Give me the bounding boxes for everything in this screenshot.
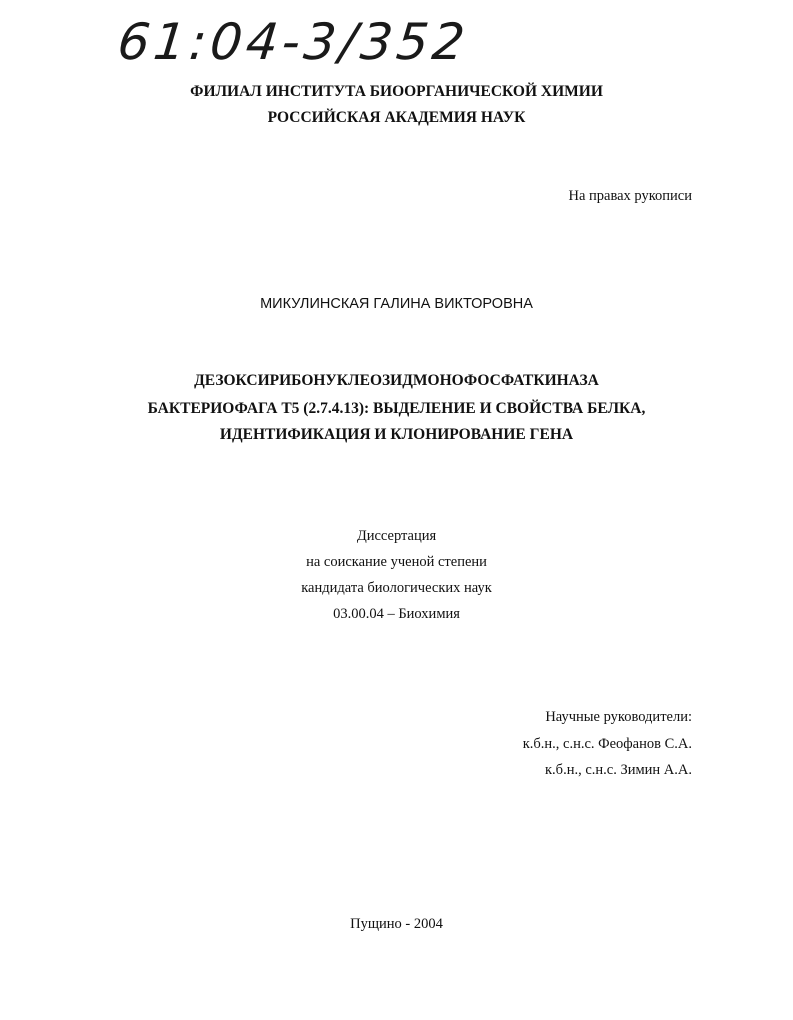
thesis-title-line-3: ИДЕНТИФИКАЦИЯ И КЛОНИРОВАНИЕ ГЕНА (219, 426, 574, 443)
thesis-title-line-1: ДЕЗОКСИРИБОНУКЛЕОЗИДМОНОФОСФАТКИНАЗА (194, 372, 599, 389)
organization-line-2: РОССИЙСКАЯ АКАДЕМИЯ НАУК (267, 109, 526, 126)
handwritten-archive-number: 61:04-3/352 (114, 13, 472, 71)
organization-line-1: ФИЛИАЛ ИНСТИТУТА БИООРГАНИЧЕСКОЙ ХИМИИ (190, 83, 603, 100)
author-name: МИКУЛИНСКАЯ ГАЛИНА ВИКТОРОВНА (260, 296, 533, 312)
supervisors-heading: Научные руководители: (545, 709, 692, 725)
dissertation-degree: кандидата биологических наук (301, 580, 492, 596)
supervisor-second: к.б.н., с.н.с. Зимин А.А. (545, 762, 692, 778)
dissertation-specialty: 03.00.04 – Биохимия (333, 606, 460, 622)
supervisor-first: к.б.н., с.н.с. Феофанов С.А. (522, 736, 692, 752)
thesis-title-line-2: БАКТЕРИОФАГА Т5 (2.7.4.13): ВЫДЕЛЕНИЕ И СВОЙСТВА БЕЛКА, (147, 400, 646, 417)
dissertation-type: Диссертация (356, 528, 437, 544)
manuscript-rights-note: На правах рукописи (568, 188, 692, 204)
place-and-year: Пущино - 2004 (350, 916, 443, 932)
dissertation-purpose: на соискание ученой степени (306, 554, 487, 570)
